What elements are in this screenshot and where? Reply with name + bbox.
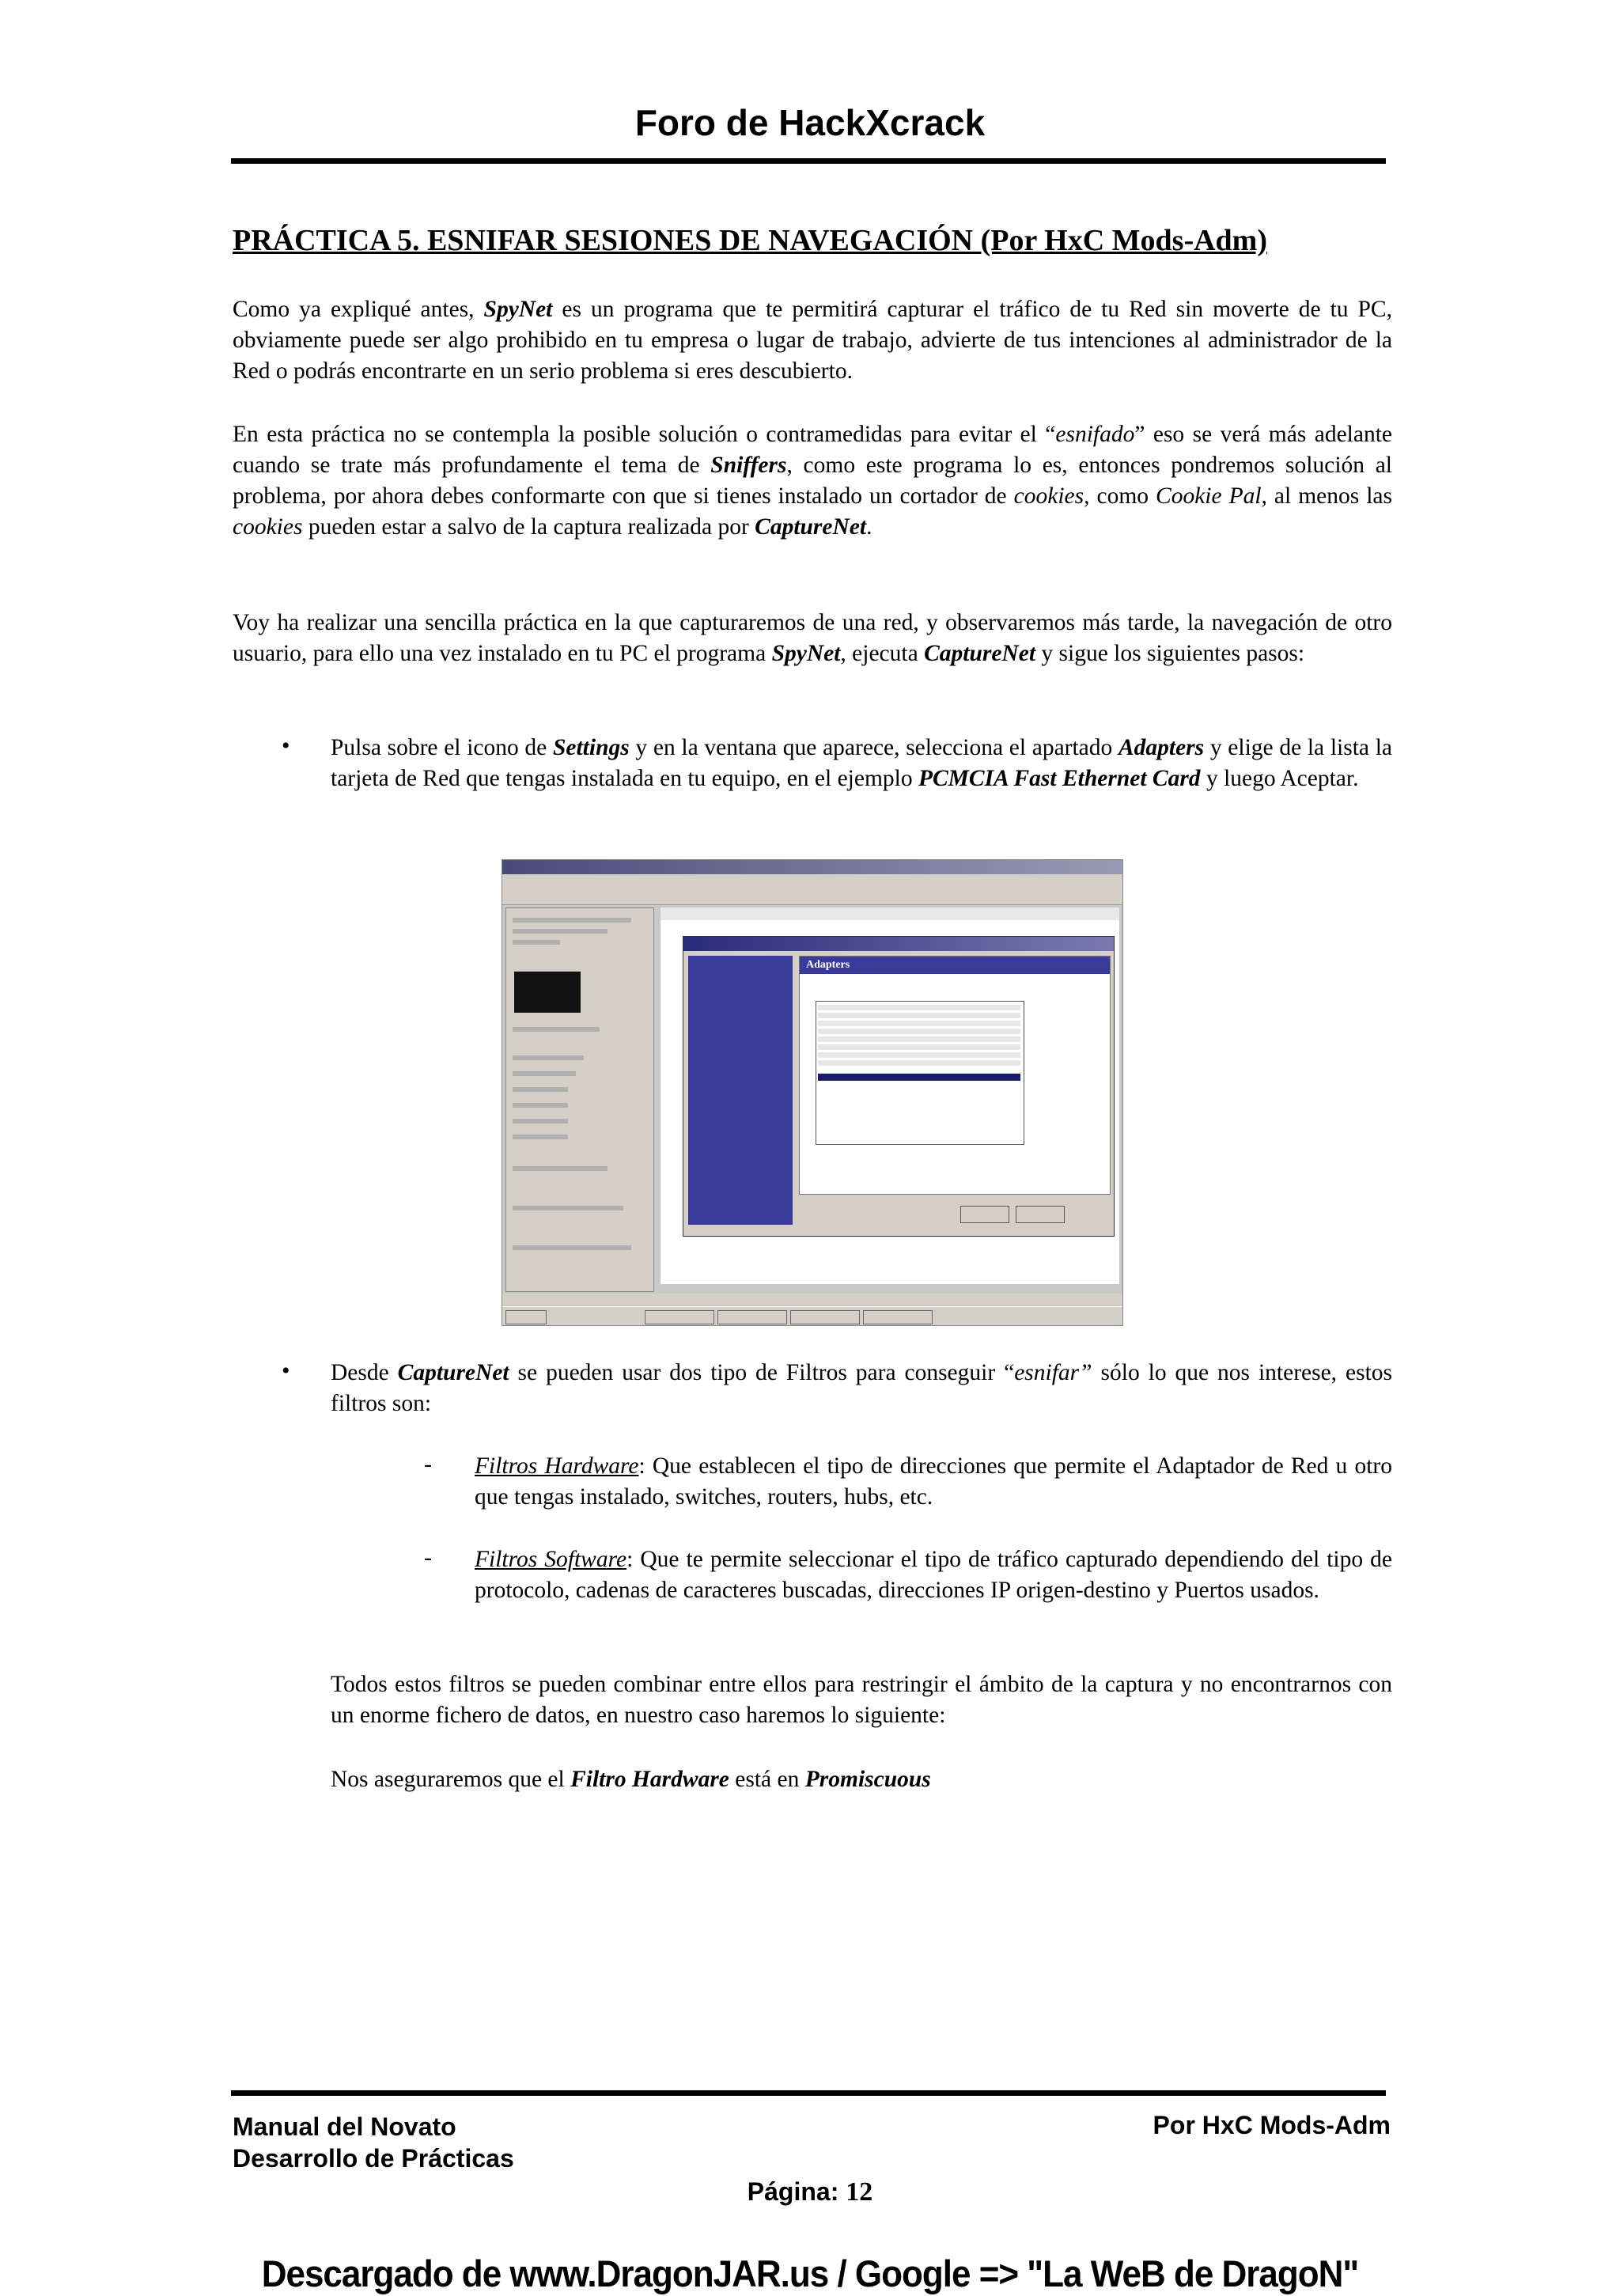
- paragraph-promiscuous: Nos aseguraremos que el Filtro Hardware está en Promiscuous: [331, 1767, 931, 1792]
- bullet-marker: •: [282, 1358, 290, 1384]
- header-rule: [231, 158, 1386, 164]
- footer-rule: [231, 2090, 1386, 2096]
- page-number: Página: 12: [747, 2177, 873, 2207]
- bullet-settings: Pulsa sobre el icono de Settings y en la ventana que aparece, selecciona el apartado Adapters y elige de la lista la tarjeta de Red que tengas instalada en tu equipo, en el ejemplo PCMCIA Fast Ethernet Card y luego Aceptar.: [331, 735, 1392, 791]
- ok-button: [960, 1206, 1009, 1223]
- term-spynet: SpyNet: [483, 297, 553, 322]
- paragraph-intro: Como ya expliqué antes, SpyNet es un programa que te permitirá capturar el tráfico de tu Red sin moverte de tu PC, obviamente puede ser algo prohibido en tu empresa o lugar de trabajo, advierte de tus intenciones al administrador de la Red o podrás encontrarte en un serio problema si eres descubierto.: [233, 297, 1392, 384]
- paragraph-sniffing-note: En esta práctica no se contempla la posible solución o contramedidas para evitar el “esnifado” eso se verá más adelante cuando se trate más profundamente el tema de Sniffers, como este programa lo es, entonces pondremos solución al problema, por ahora debes conformarte con que si tienes instalado un cortador de cookies, como Cookie Pal, al menos las cookies pueden estar a salvo de la captura realizada por CaptureNet.: [233, 422, 1393, 540]
- capturenet-screenshot: [502, 859, 1123, 1326]
- taskbar: [502, 1306, 1122, 1326]
- dash-marker: -: [424, 1544, 432, 1570]
- adapter-selected-row: [818, 1074, 1020, 1081]
- toolbar: [502, 885, 1122, 905]
- packet-grid-header: [660, 907, 1119, 921]
- footer-manual-title: Manual del Novato: [233, 2112, 456, 2141]
- paragraph-combine-filters: Todos estos filtros se pueden combinar entre ellos para restringir el ámbito de la captura y no encontrarnos con un enorme fichero de datos, en nuestro caso haremos lo siguiente:: [331, 1672, 1392, 1728]
- settings-dialog-titlebar: [683, 937, 1114, 951]
- dash-marker: -: [424, 1451, 432, 1477]
- bullet-marker: •: [282, 733, 290, 759]
- footer-left: [233, 2111, 514, 2174]
- footer-author: Por HxC Mods-Adm: [1153, 2111, 1391, 2139]
- footer-subtitle: Desarrollo de Prácticas: [233, 2144, 514, 2173]
- adapter-list: [816, 1001, 1024, 1145]
- status-bar: [502, 1294, 1122, 1305]
- bullet-filters: Desde CaptureNet se pueden usar dos tipo de Filtros para conseguir “esnifar” sólo lo que nos interese, estos filtros son:: [331, 1360, 1392, 1416]
- settings-nav: [688, 956, 793, 1225]
- page-header-title: Foro de HackXcrack: [634, 102, 986, 143]
- menu-bar: [502, 874, 1122, 885]
- paragraph-practice: Voy ha realizar una sencilla práctica en la que capturaremos de una red, y observaremos más tarde, la navegación de otro usuario, para ello una vez instalado en tu PC el programa SpyNet, ejecuta CaptureNet y sigue los siguientes pasos:: [233, 610, 1392, 666]
- sub-item-software-filter: Filtros Software: Que te permite seleccionar el tipo de tráfico capturado dependiendo del tipo de protocolo, cadenas de caracteres buscadas, direcciones IP origen-destino y Puertos usados.: [475, 1547, 1392, 1603]
- download-banner: Descargado de www.DragonJAR.us / Google => "La WeB de DragoN": [261, 2253, 1359, 2295]
- adapters-header: Adapters: [800, 957, 1110, 974]
- sub-item-hardware-filter: Filtros Hardware: Que establecen el tipo de direcciones que permite el Adaptador de Red u otro que tengas instalado, switches, routers, hubs, etc.: [475, 1453, 1392, 1510]
- capture-graphic: [514, 972, 581, 1013]
- settings-dialog: [683, 936, 1115, 1237]
- section-title: PRÁCTICA 5. ESNIFAR SESIONES DE NAVEGACIÓN (Por HxC Mods-Adm): [233, 224, 1267, 257]
- window-titlebar: [502, 860, 1122, 874]
- capture-left-panel: [505, 907, 654, 1292]
- adapters-pane: [799, 956, 1111, 1195]
- cancel-button: [1016, 1206, 1065, 1223]
